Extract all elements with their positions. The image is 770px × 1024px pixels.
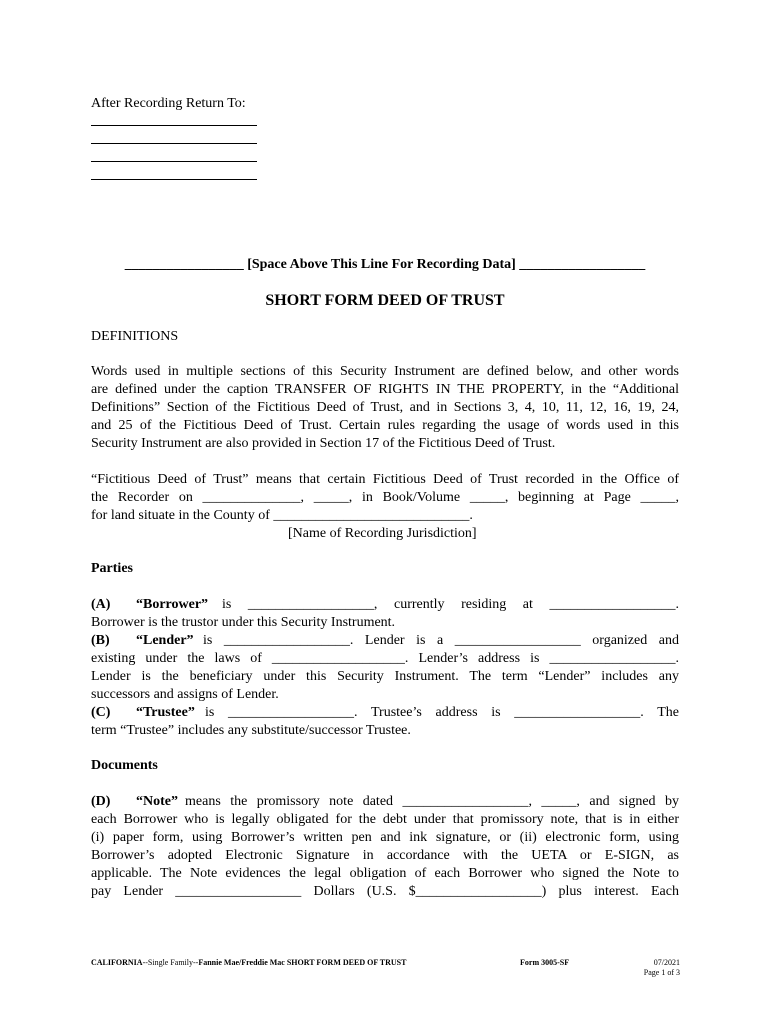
- paragraph-line: for land situate in the County of ____________________________.: [91, 508, 473, 523]
- footer-page-number: Page 1 of 3: [643, 968, 680, 977]
- footer-date: 07/2021: [653, 958, 680, 967]
- paragraph-line: the Recorder on ______________, _____, in Book/Volume _____, beginning at Page _____,: [91, 490, 679, 505]
- doc-d-line: pay Lender __________________ Dollars (U.S. $__________________) plus interest. Each: [91, 884, 679, 899]
- return-address-blank-line[interactable]: [91, 125, 257, 126]
- borrower-term: “Borrower”: [136, 597, 209, 612]
- party-b-line: successors and assigns of Lender.: [91, 687, 279, 702]
- footer-program: Fannie Mae/Freddie Mac SHORT FORM DEED OF TRUST: [198, 958, 407, 967]
- document-title: SHORT FORM DEED OF TRUST: [265, 292, 505, 309]
- party-b-line: Lender is the beneficiary under this Security Instrument. The term “Lender” includes any: [91, 669, 679, 684]
- party-c-line: term “Trustee” includes any substitute/successor Trustee.: [91, 723, 411, 738]
- doc-d-line: Borrower’s adopted Electronic Signature in accordance with the UETA or E-SIGN, as: [91, 848, 679, 863]
- party-a-label: (A): [91, 597, 111, 612]
- doc-d-line: applicable. The Note evidences the legal obligation of each Borrower who signed the Note to: [91, 866, 679, 881]
- footer-family: --Single Family--: [142, 958, 199, 967]
- doc-d-line: each Borrower who is legally obligated for the debt under that promissory note, that is in either: [91, 812, 679, 827]
- trustee-term: “Trustee”: [136, 705, 195, 720]
- doc-d-line: means the promissory note dated __________________, _____, and signed by: [185, 794, 679, 809]
- documents-heading: Documents: [91, 758, 158, 773]
- return-address-blank-line[interactable]: [91, 161, 257, 162]
- party-b-line: existing under the laws of ___________________. Lender’s address is __________________.: [91, 651, 679, 666]
- paragraph-line: Definitions” Section of the Fictitious Deed of Trust, and in Sections 3, 4, 10, 11, 12, 16, 19, 24,: [91, 400, 679, 415]
- return-address-blank-line[interactable]: [91, 179, 257, 180]
- lender-term: “Lender”: [136, 633, 194, 648]
- return-address-blank-line[interactable]: [91, 143, 257, 144]
- note-term: “Note”: [136, 794, 178, 809]
- party-b-line: is __________________. Lender is a __________________ organized and: [203, 633, 679, 648]
- party-a-line: Borrower is the trustor under this Security Instrument.: [91, 615, 396, 630]
- return-to-label: After Recording Return To:: [91, 96, 246, 111]
- doc-d-label: (D): [91, 794, 111, 809]
- footer-form-number: Form 3005-SF: [520, 958, 570, 967]
- party-a-line: is __________________, currently residing at __________________.: [222, 597, 679, 612]
- footer-form-title: [91, 958, 406, 968]
- paragraph-line: are defined under the caption TRANSFER OF RIGHTS IN THE PROPERTY, in the “Additional: [91, 382, 679, 397]
- recording-space-line: _________________ [Space Above This Line For Recording Data] __________________: [124, 257, 646, 272]
- paragraph-line: “Fictitious Deed of Trust” means that certain Fictitious Deed of Trust recorded in the Office of: [91, 472, 679, 487]
- jurisdiction-label: [Name of Recording Jurisdiction]: [288, 526, 477, 541]
- party-c-label: (C): [91, 705, 111, 720]
- parties-heading: Parties: [91, 561, 133, 576]
- doc-d-line: (i) paper form, using Borrower’s written pen and ink signature, or (ii) electronic form, using: [91, 830, 679, 845]
- definitions-heading: DEFINITIONS: [91, 329, 179, 344]
- paragraph-line: Security Instrument are also provided in Section 17 of the Fictitious Deed of Trust.: [91, 436, 556, 451]
- paragraph-line: and 25 of the Fictitious Deed of Trust. Certain rules regarding the usage of words used in this: [91, 418, 679, 433]
- footer-state: CALIFORNIA: [91, 958, 143, 967]
- party-b-label: (B): [91, 633, 110, 648]
- party-c-line: is __________________. Trustee’s address is __________________. The: [205, 705, 679, 720]
- paragraph-line: Words used in multiple sections of this Security Instrument are defined below, and other words: [91, 364, 679, 379]
